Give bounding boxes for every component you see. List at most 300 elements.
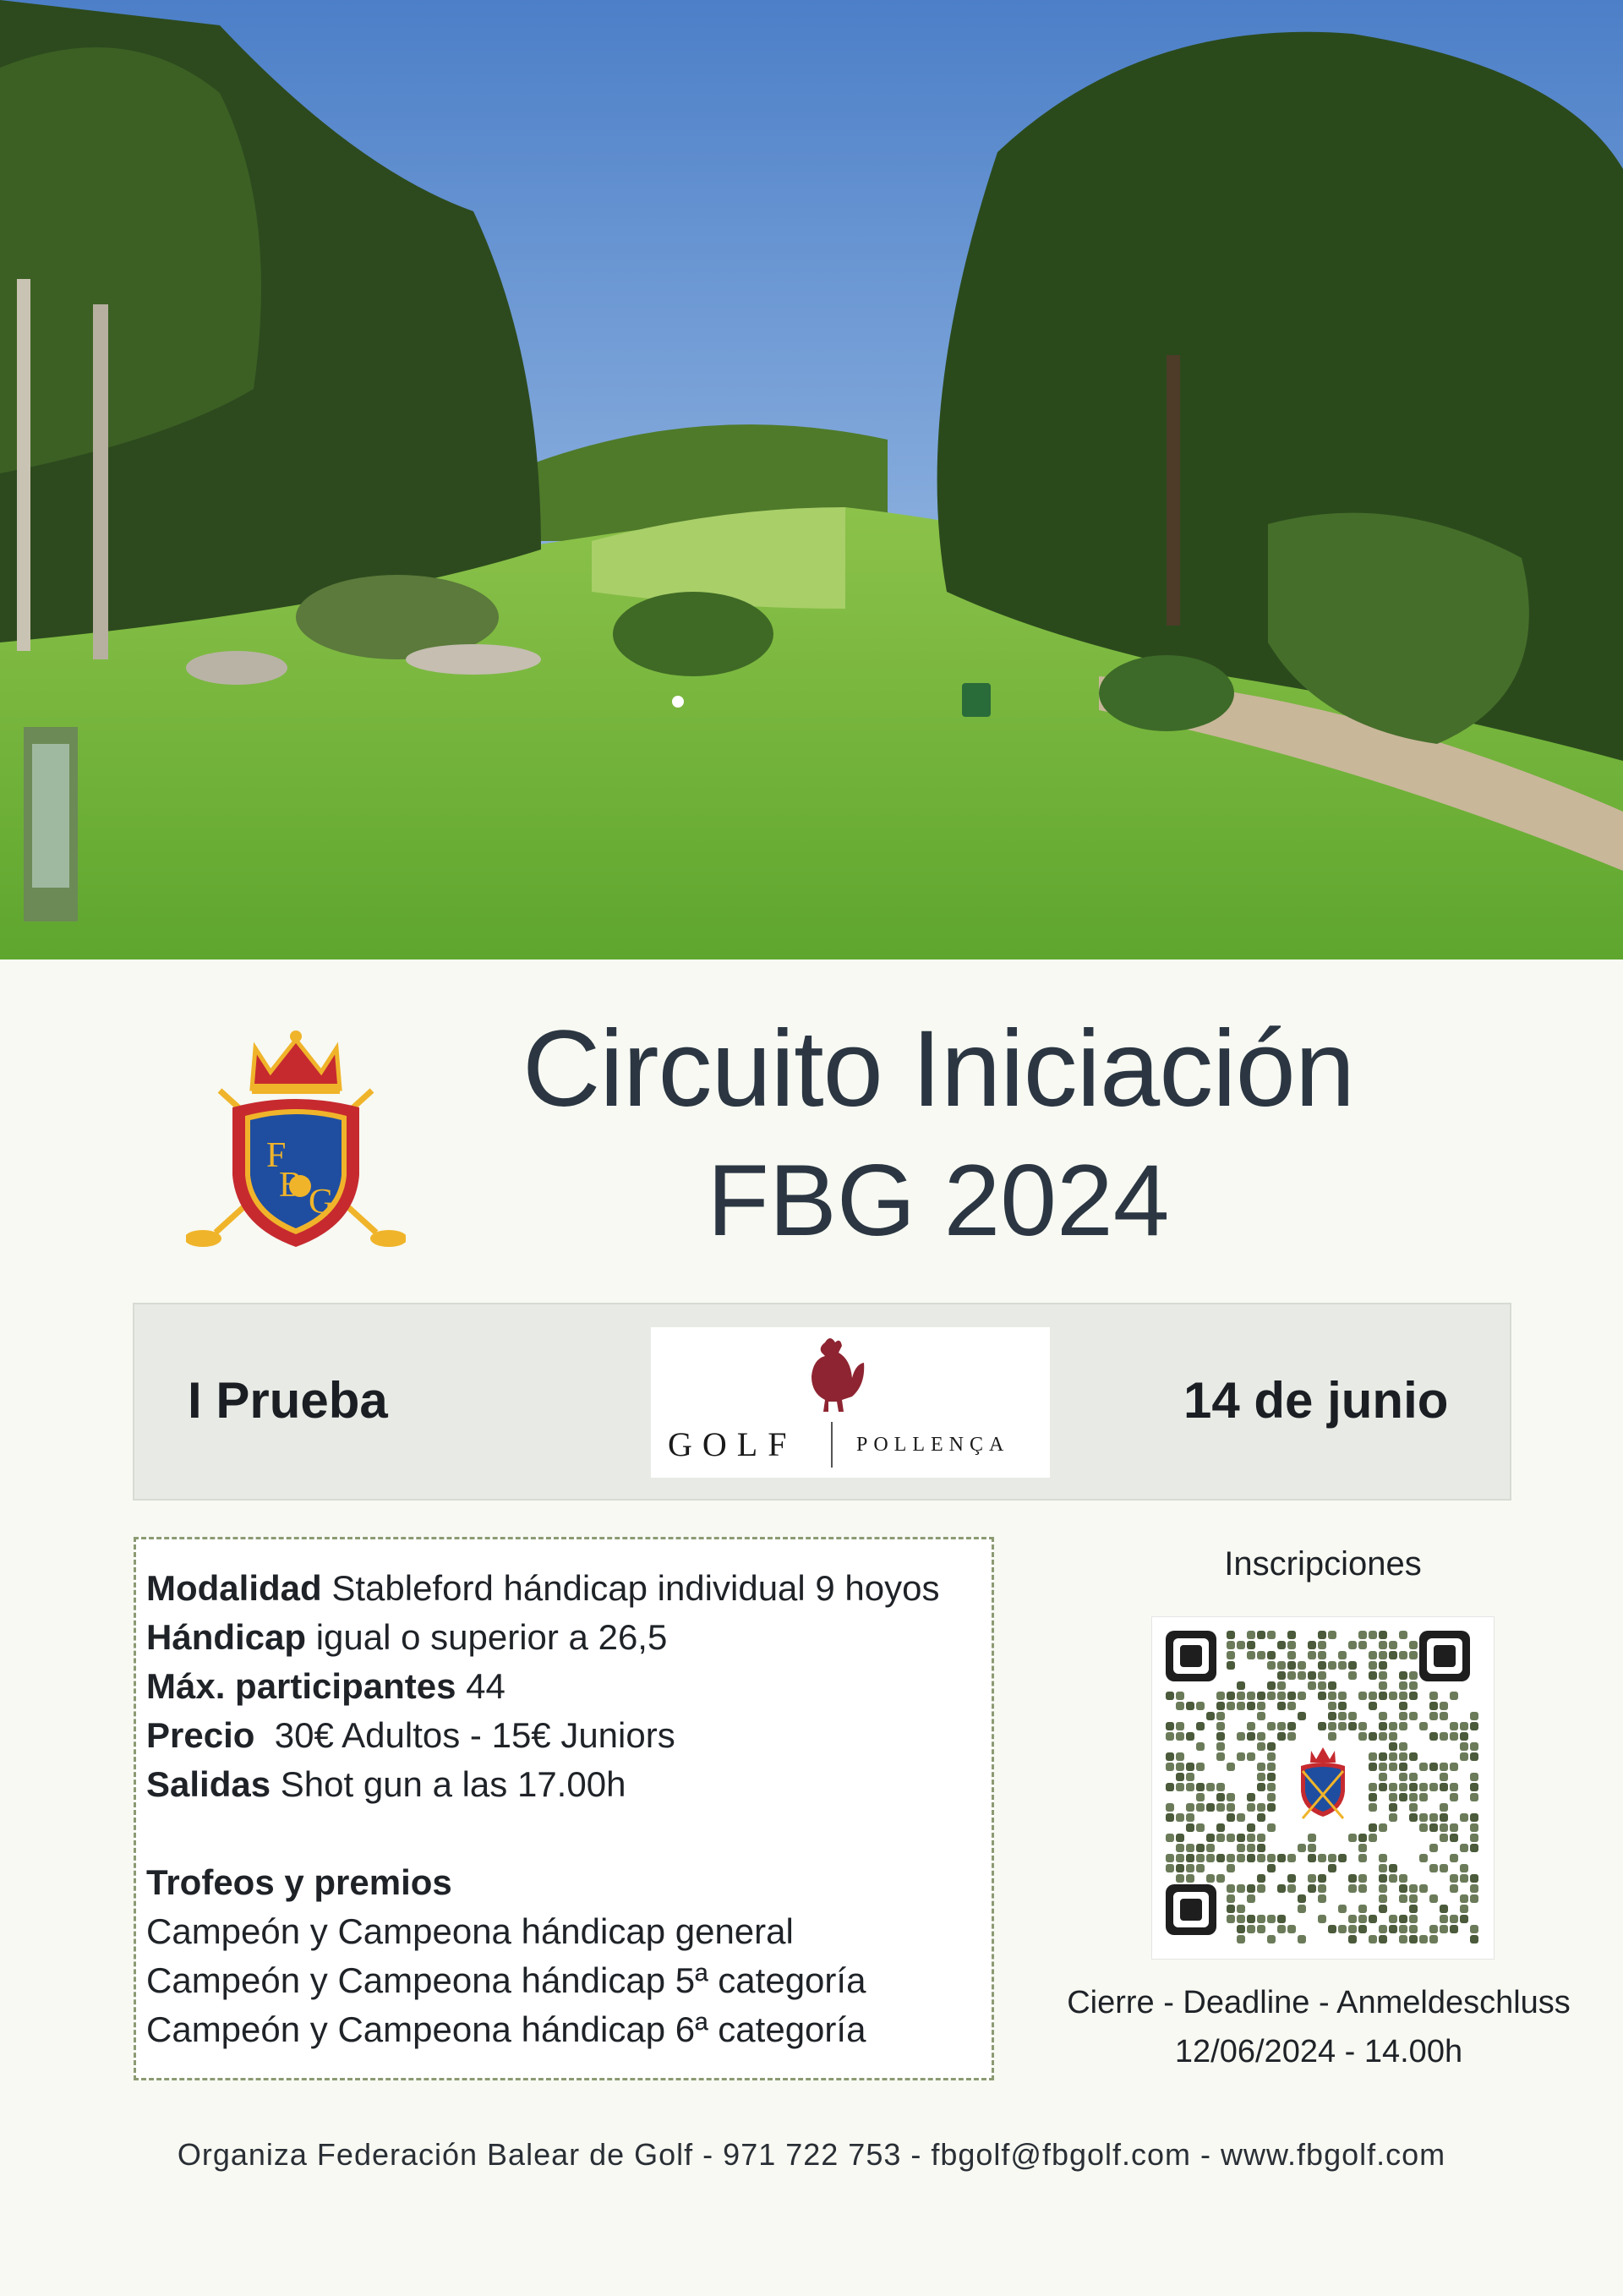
qr-module: [1176, 1844, 1184, 1852]
qr-module: [1399, 1935, 1407, 1943]
qr-module: [1237, 1884, 1245, 1893]
qr-module: [1358, 1631, 1367, 1639]
qr-module: [1287, 1671, 1296, 1680]
qr-module: [1409, 1915, 1418, 1923]
qr-module: [1419, 1763, 1428, 1771]
qr-module: [1399, 1773, 1407, 1781]
qr-module: [1419, 1813, 1428, 1822]
qr-module: [1450, 1823, 1458, 1832]
info-row-precio: [146, 1711, 975, 1760]
qr-module: [1186, 1783, 1194, 1791]
qr-module: [1328, 1661, 1336, 1670]
qr-module: [1308, 1884, 1316, 1893]
qr-module: [1257, 1844, 1265, 1852]
qr-module: [1216, 1783, 1225, 1791]
qr-module: [1318, 1651, 1326, 1659]
qr-module: [1257, 1763, 1265, 1771]
crest-letter-g: G: [309, 1183, 335, 1222]
qr-module: [1369, 1732, 1377, 1741]
spacer: [146, 1809, 975, 1858]
qr-module: [1298, 1661, 1306, 1670]
qr-module: [1379, 1763, 1387, 1771]
qr-module: [1379, 1631, 1387, 1639]
qr-module: [1216, 1742, 1225, 1751]
qr-module: [1470, 1813, 1478, 1822]
qr-module: [1348, 1712, 1357, 1720]
qr-module: [1470, 1783, 1478, 1791]
info-lines: [146, 1564, 975, 2054]
qr-module: [1267, 1631, 1276, 1639]
qr-module: [1409, 1935, 1418, 1943]
qr-module: [1338, 1651, 1347, 1659]
qr-module: [1409, 1671, 1418, 1680]
qr-module: [1450, 1915, 1458, 1923]
info-value: Shot gun a las 17.00h: [270, 1764, 626, 1804]
qr-module: [1440, 1712, 1448, 1720]
crest-letter-b: B: [279, 1166, 303, 1205]
prizes-title-text: Trofeos y premios: [146, 1862, 452, 1902]
qr-module: [1257, 1915, 1265, 1923]
qr-module: [1267, 1692, 1276, 1700]
qr-module: [1267, 1752, 1276, 1761]
qr-module: [1348, 1884, 1357, 1893]
qr-module: [1247, 1834, 1255, 1842]
qr-module: [1389, 1651, 1397, 1659]
qr-module: [1348, 1671, 1357, 1680]
qr-module: [1399, 1722, 1407, 1730]
qr-module: [1328, 1692, 1336, 1700]
qr-module: [1257, 1651, 1265, 1659]
qr-module: [1379, 1925, 1387, 1933]
qr-module: [1186, 1864, 1194, 1872]
qr-module: [1227, 1803, 1235, 1812]
prize-item: Campeón y Campeona hándicap 5ª categoría: [146, 1960, 866, 2000]
qr-module: [1267, 1742, 1276, 1751]
qr-module: [1470, 1884, 1478, 1893]
qr-module: [1186, 1854, 1194, 1862]
prize-item: Campeón y Campeona hándicap general: [146, 1911, 794, 1951]
qr-module: [1369, 1631, 1377, 1639]
qr-module: [1257, 1702, 1265, 1710]
qr-module: [1287, 1874, 1296, 1883]
qr-module: [1328, 1702, 1336, 1710]
golf-course-photo: [0, 0, 1623, 959]
qr-module: [1247, 1854, 1255, 1862]
qr-module: [1318, 1915, 1326, 1923]
event-date: 14 de junio: [1183, 1372, 1449, 1429]
qr-center-crest-icon: [1301, 1747, 1345, 1818]
qr-module: [1409, 1712, 1418, 1720]
qr-module: [1237, 1905, 1245, 1913]
qr-module: [1460, 1752, 1468, 1761]
qr-module: [1227, 1763, 1235, 1771]
qr-module: [1429, 1702, 1438, 1710]
qr-module: [1166, 1692, 1174, 1700]
qr-module: [1369, 1793, 1377, 1801]
qr-module: [1237, 1925, 1245, 1933]
qr-module: [1206, 1854, 1215, 1862]
qr-module: [1348, 1722, 1357, 1730]
qr-module: [1186, 1823, 1194, 1832]
qr-module: [1257, 1884, 1265, 1893]
qr-module: [1166, 1803, 1174, 1812]
qr-module: [1389, 1874, 1397, 1883]
qr-module: [1379, 1854, 1387, 1862]
qr-module: [1267, 1935, 1276, 1943]
qr-module: [1399, 1712, 1407, 1720]
qr-module: [1389, 1732, 1397, 1741]
qr-module: [1389, 1915, 1397, 1923]
registration-label: Inscripciones: [1224, 1545, 1422, 1583]
qr-module: [1257, 1783, 1265, 1791]
qr-module: [1369, 1671, 1377, 1680]
qr-module: [1429, 1732, 1438, 1741]
qr-module: [1237, 1844, 1245, 1852]
qr-module: [1419, 1884, 1428, 1893]
qr-module: [1460, 1722, 1468, 1730]
qr-module: [1308, 1641, 1316, 1649]
qr-module: [1450, 1854, 1458, 1862]
qr-module: [1186, 1844, 1194, 1852]
qr-module: [1166, 1834, 1174, 1842]
qr-module: [1369, 1935, 1377, 1943]
qr-module: [1429, 1844, 1438, 1852]
qr-module: [1358, 1732, 1367, 1741]
qr-module: [1470, 1773, 1478, 1781]
qr-module: [1298, 1905, 1306, 1913]
crest-letter-f: F: [266, 1136, 287, 1175]
qr-module: [1287, 1884, 1296, 1893]
qr-module: [1358, 1915, 1367, 1923]
qr-module: [1358, 1834, 1367, 1842]
qr-module: [1429, 1783, 1438, 1791]
qr-module: [1379, 1884, 1387, 1893]
qr-module: [1298, 1712, 1306, 1720]
qr-module: [1419, 1935, 1428, 1943]
qr-module: [1267, 1651, 1276, 1659]
qr-module: [1318, 1631, 1326, 1639]
qr-module: [1440, 1925, 1448, 1933]
qr-module: [1470, 1874, 1478, 1883]
qr-module: [1308, 1834, 1316, 1842]
qr-module: [1450, 1732, 1458, 1741]
qr-module: [1267, 1783, 1276, 1791]
qr-module: [1399, 1681, 1407, 1690]
qr-module: [1247, 1641, 1255, 1649]
qr-module: [1267, 1793, 1276, 1801]
qr-module: [1237, 1752, 1245, 1761]
qr-module: [1196, 1783, 1205, 1791]
qr-module: [1450, 1692, 1458, 1700]
qr-module: [1216, 1732, 1225, 1741]
qr-module: [1176, 1702, 1184, 1710]
qr-module: [1166, 1854, 1174, 1862]
qr-module: [1298, 1844, 1306, 1852]
qr-module: [1206, 1834, 1215, 1842]
qr-module: [1409, 1813, 1418, 1822]
qr-module: [1186, 1732, 1194, 1741]
qr-module: [1379, 1722, 1387, 1730]
qr-module: [1429, 1894, 1438, 1903]
qr-module: [1348, 1925, 1357, 1933]
qr-module: [1247, 1884, 1255, 1893]
qr-module: [1277, 1854, 1286, 1862]
qr-module: [1257, 1732, 1265, 1741]
qr-module: [1277, 1702, 1286, 1710]
qr-module: [1196, 1844, 1205, 1852]
qr-module: [1358, 1722, 1367, 1730]
qr-module: [1216, 1823, 1225, 1832]
qr-module: [1379, 1712, 1387, 1720]
qr-module: [1409, 1793, 1418, 1801]
qr-module: [1450, 1763, 1458, 1771]
qr-module: [1379, 1752, 1387, 1761]
qr-module: [1318, 1894, 1326, 1903]
qr-module: [1287, 1651, 1296, 1659]
qr-module: [1348, 1641, 1357, 1649]
qr-module: [1257, 1692, 1265, 1700]
sponsor-divider: [831, 1422, 833, 1468]
qr-module: [1277, 1722, 1286, 1730]
qr-module: [1379, 1661, 1387, 1670]
qr-module: [1369, 1823, 1377, 1832]
qr-module: [1369, 1763, 1377, 1771]
qr-module: [1186, 1763, 1194, 1771]
sponsor-pollenca-text: POLLENÇA: [856, 1434, 1010, 1456]
qr-module: [1247, 1702, 1255, 1710]
qr-module: [1287, 1722, 1296, 1730]
qr-module: [1287, 1925, 1296, 1933]
qr-module: [1379, 1935, 1387, 1943]
qr-module: [1287, 1641, 1296, 1649]
qr-module: [1389, 1752, 1397, 1761]
qr-module: [1389, 1763, 1397, 1771]
qr-module: [1176, 1864, 1184, 1872]
prizes-title: [146, 1858, 975, 1907]
qr-module: [1409, 1803, 1418, 1812]
qr-module: [1379, 1641, 1387, 1649]
qr-module: [1186, 1874, 1194, 1883]
qr-module: [1166, 1732, 1174, 1741]
qr-module: [1318, 1661, 1326, 1670]
qr-module: [1450, 1793, 1458, 1801]
footer-contact: Organiza Federación Balear de Golf - 971 722 753 - fbgolf@fbgolf.com - www.fbgolf.com: [177, 2137, 1446, 2172]
qr-module: [1379, 1864, 1387, 1872]
qr-module: [1379, 1692, 1387, 1700]
qr-module: [1429, 1925, 1438, 1933]
qr-module: [1318, 1722, 1326, 1730]
qr-module: [1450, 1874, 1458, 1883]
qr-module: [1338, 1854, 1347, 1862]
qr-module: [1399, 1742, 1407, 1751]
qr-module: [1440, 1905, 1448, 1913]
qr-module: [1216, 1692, 1225, 1700]
info-row-salidas: [146, 1760, 975, 1809]
qr-module: [1267, 1661, 1276, 1670]
qr-module: [1196, 1793, 1205, 1801]
qr-module: [1247, 1803, 1255, 1812]
qr-module: [1348, 1915, 1357, 1923]
qr-module: [1216, 1722, 1225, 1730]
info-value: Stableford hándicap individual 9 hoyos: [321, 1568, 940, 1608]
qr-module: [1308, 1651, 1316, 1659]
qr-module: [1460, 1732, 1468, 1741]
qr-module: [1227, 1631, 1235, 1639]
qr-module: [1470, 1752, 1478, 1761]
qr-module: [1277, 1692, 1286, 1700]
qr-module: [1277, 1732, 1286, 1741]
qr-module: [1216, 1752, 1225, 1761]
qr-module: [1227, 1651, 1235, 1659]
qr-module: [1328, 1722, 1336, 1730]
qr-module: [1227, 1894, 1235, 1903]
qr-module: [1358, 1925, 1367, 1933]
qr-module: [1186, 1803, 1194, 1812]
qr-module: [1470, 1935, 1478, 1943]
qr-module: [1389, 1803, 1397, 1812]
info-label: Hándicap: [146, 1617, 307, 1657]
qr-module: [1419, 1854, 1428, 1862]
qr-module: [1267, 1864, 1276, 1872]
qr-module: [1338, 1722, 1347, 1730]
qr-module: [1176, 1722, 1184, 1730]
qr-module: [1389, 1641, 1397, 1649]
qr-module: [1409, 1894, 1418, 1903]
qr-module: [1460, 1813, 1468, 1822]
qr-module: [1176, 1773, 1184, 1781]
qr-module: [1409, 1773, 1418, 1781]
qr-module: [1358, 1641, 1367, 1649]
qr-module: [1440, 1763, 1448, 1771]
qr-module: [1247, 1651, 1255, 1659]
qr-module: [1440, 1813, 1448, 1822]
qr-module: [1277, 1661, 1286, 1670]
qr-module: [1379, 1874, 1387, 1883]
qr-module: [1399, 1925, 1407, 1933]
qr-module: [1358, 1692, 1367, 1700]
qr-module: [1409, 1681, 1418, 1690]
qr-module: [1308, 1854, 1316, 1862]
info-label: Precio: [146, 1715, 255, 1755]
qr-module: [1176, 1783, 1184, 1791]
qr-module: [1379, 1783, 1387, 1791]
qr-module: [1176, 1752, 1184, 1761]
qr-module: [1399, 1651, 1407, 1659]
qr-module: [1166, 1752, 1174, 1761]
qr-module: [1440, 1732, 1448, 1741]
qr-module: [1257, 1712, 1265, 1720]
qr-module: [1328, 1732, 1336, 1741]
qr-module: [1399, 1752, 1407, 1761]
qr-module: [1298, 1671, 1306, 1680]
qr-module: [1440, 1803, 1448, 1812]
qr-module: [1308, 1671, 1316, 1680]
qr-module: [1257, 1773, 1265, 1781]
qr-module: [1338, 1661, 1347, 1670]
qr-module: [1287, 1732, 1296, 1741]
qr-module: [1460, 1874, 1468, 1883]
info-row-handicap: [146, 1613, 975, 1662]
qr-module: [1450, 1783, 1458, 1791]
prize-item: Campeón y Campeona hándicap 6ª categoría: [146, 2009, 866, 2049]
qr-module: [1399, 1874, 1407, 1883]
qr-module: [1470, 1844, 1478, 1852]
qr-module: [1429, 1712, 1438, 1720]
qr-module: [1369, 1651, 1377, 1659]
qr-module: [1470, 1793, 1478, 1801]
qr-module: [1257, 1874, 1265, 1883]
qr-module: [1409, 1884, 1418, 1893]
qr-module: [1399, 1631, 1407, 1639]
qr-module: [1379, 1905, 1387, 1913]
qr-module: [1358, 1874, 1367, 1883]
qr-module: [1196, 1702, 1205, 1710]
qr-module: [1216, 1834, 1225, 1842]
registration-qr-code[interactable]: [1151, 1616, 1495, 1960]
qr-module: [1440, 1915, 1448, 1923]
info-value: igual o superior a 26,5: [306, 1617, 668, 1657]
qr-module: [1470, 1823, 1478, 1832]
qr-module: [1429, 1823, 1438, 1832]
qr-module: [1227, 1905, 1235, 1913]
qr-module: [1176, 1874, 1184, 1883]
qr-module: [1470, 1894, 1478, 1903]
qr-module: [1227, 1834, 1235, 1842]
qr-module: [1328, 1712, 1336, 1720]
rooster-icon: [800, 1334, 867, 1415]
qr-module: [1399, 1793, 1407, 1801]
qr-module: [1247, 1925, 1255, 1933]
qr-module: [1409, 1641, 1418, 1649]
qr-module: [1287, 1854, 1296, 1862]
qr-module: [1257, 1854, 1265, 1862]
qr-module: [1166, 1763, 1174, 1771]
qr-module: [1237, 1732, 1245, 1741]
qr-module: [1237, 1935, 1245, 1943]
qr-module: [1450, 1884, 1458, 1893]
qr-module: [1267, 1823, 1276, 1832]
qr-module: [1389, 1692, 1397, 1700]
qr-module: [1166, 1722, 1174, 1730]
qr-module: [1419, 1722, 1428, 1730]
qr-module: [1267, 1773, 1276, 1781]
qr-module: [1338, 1692, 1347, 1700]
qr-module: [1308, 1681, 1316, 1690]
qr-module: [1440, 1702, 1448, 1710]
info-row-max-participantes: [146, 1662, 975, 1711]
qr-module: [1196, 1722, 1205, 1730]
qr-module: [1257, 1631, 1265, 1639]
qr-module: [1257, 1813, 1265, 1822]
qr-module: [1287, 1661, 1296, 1670]
qr-module: [1338, 1712, 1347, 1720]
qr-module: [1206, 1844, 1215, 1852]
info-value: 30€ Adultos - 15€ Juniors: [254, 1715, 675, 1755]
event-round: I Prueba: [188, 1372, 388, 1429]
qr-module: [1287, 1692, 1296, 1700]
qr-module: [1460, 1742, 1468, 1751]
qr-module: [1328, 1854, 1336, 1862]
qr-module: [1227, 1854, 1235, 1862]
qr-module: [1206, 1874, 1215, 1883]
qr-module: [1429, 1864, 1438, 1872]
qr-module: [1267, 1854, 1276, 1862]
qr-module: [1176, 1854, 1184, 1862]
qr-module: [1267, 1803, 1276, 1812]
qr-module: [1257, 1742, 1265, 1751]
qr-module: [1328, 1681, 1336, 1690]
qr-module: [1257, 1803, 1265, 1812]
